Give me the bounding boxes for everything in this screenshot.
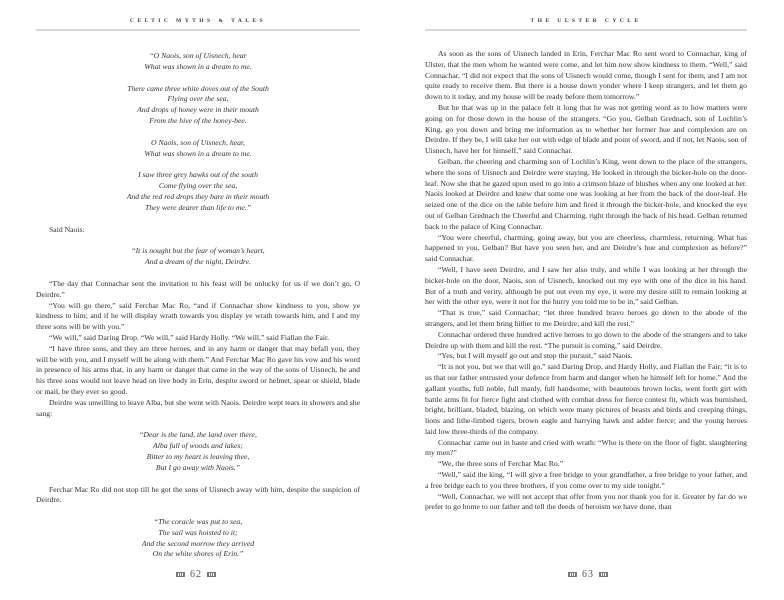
verse-line: “O Naois, son of Uisnech, hear <box>149 51 247 60</box>
right-page <box>392 0 784 600</box>
verse-line: Alba full of woods and lakes; <box>153 441 243 451</box>
verse <box>36 51 360 73</box>
verse-line: “It is nought but the fear of woman’s heart, <box>131 246 265 256</box>
paragraph: Connachar ordered three hundred active heroes to go down to the abode of the strangers and to take Deirdre up with them and kill the rest. “The pursuit is coming,” said Deirdre. <box>425 329 747 350</box>
page-content <box>36 51 360 560</box>
verse-line: “The coracle was put to sea, <box>153 517 243 527</box>
paragraph: “The day that Connachar sent the invitation to his feast will be unlucky for us if we don’t go, O Deirdre.” <box>36 278 360 299</box>
ornament-icon <box>207 572 216 577</box>
verse-line: What was shown in a dream to me. <box>144 61 252 71</box>
verse <box>36 138 360 160</box>
running-head: CELTIC MYTHS & TALES <box>129 18 267 24</box>
page-content <box>425 49 747 513</box>
paragraph: Gelban, the cheering and charming son of Lochlin’s King, went down to the place of the strangers, where the sons of Uisnech and Deirdre were staying. He looked in through the bicker-hole on the door-leaf. Now she that he gazed upon used to go into a crimson blaze of blushes when any one looked at her. Naois looked at Deirdre and knew that some one was looking at her from the back of the door-leaf. He seized one of the dice on the table before him and fired it through the bicker-hole, and knocked the eye out of Gelban Grednach the Cheerful and Charming, right through the back of his head. Gelban returned back to the palace of King Connachar. <box>425 156 747 231</box>
verse <box>36 170 360 213</box>
paragraph: “We will,” said Daring Drop. “We will,” said Hardy Holly. “We will,” said Fiallan the Fair. <box>49 332 330 342</box>
verse-line: And the red red drops they bare in their mouth <box>126 191 270 201</box>
verse <box>36 246 360 268</box>
verse-line: From the hive of the honey-bee. <box>149 115 247 125</box>
paragraph: Said Naois: <box>49 224 85 234</box>
paragraph: “You were cheerful, charming, going away, but you are cheerless, charmless, returning. What has happened to you, Gelban? But have you seen her, and are Deirdre’s hue and complexion as before?” said Connachar. <box>425 232 747 264</box>
verse-line: Come flying over the sea, <box>158 181 238 191</box>
paragraph: “I have three sons, and they are three heroes, and in any harm or danger that may befall you, they will be with you, and I myself will be along with them.” And Ferchar Mac Ro gave his vow and his word in presence of his arms that, in any harm or danger that came in the way of the sons of Uisnech, he and his three sons would not leave head on live body in Erin, despite sword or helmet, spear or shield, blade or mail, be they ever so good. <box>36 343 360 396</box>
page-number: 63 <box>582 569 594 580</box>
paragraph: Ferchar Mac Ro did not stop till he got the sons of Uisnech away with him, despite the suspicion of Deirdre. <box>36 484 360 505</box>
verse-line: “Dear is the land, the land over there, <box>139 430 257 440</box>
verse-line: But I go away with Naois.” <box>155 462 241 472</box>
running-head: THE ULSTER CYCLE <box>530 18 642 24</box>
ornament-icon <box>568 572 577 577</box>
verse <box>36 84 360 127</box>
verse-line: And the second morrow they arrived <box>141 538 255 548</box>
paragraph: “You will go there,” said Ferchar Mac Ro, “and if Connachar show kindness to you, show ye kindness to him; and if he will display wrath towards you display ye wrath towards him, and I and my three sons will be with you.” <box>36 300 360 332</box>
paragraph: “Well, Connachar, we will not accept that offer from you nor thank you for it. Greater by far do we prefer to go home to our father and tell the deeds of heroism we have done, than <box>425 491 747 512</box>
verse-line: O Naois, son of Uisnech, hear, <box>151 137 245 147</box>
verse-line: Bitter to my heart is leaving thee, <box>146 451 250 461</box>
verse <box>36 430 360 473</box>
paragraph: Connachar came out in haste and cried with wrath: “Who is there on the floor of fight, slaughtering my men?” <box>425 437 747 458</box>
ornament-icon <box>599 572 608 577</box>
paragraph: “We, the three sons of Ferchar Mac Ro.” <box>438 459 564 469</box>
paragraph: “It is not you, but we that will go,” said Daring Drop, and Hardy Holly, and Fiallan the Fair; “it is to us that our father entrusted your defence from harm and danger when he himself left for home.” And the gallant youths, full noble, full manly, full handsome, with beauteous brown locks, went forth girt with battle arms fit for fierce fight and clothed with combat dress for fierce contest fit, which was burnished, bright, brilliant, bladed, blazing, on which were many pictures of beasts and birds and creeping things, lions and lithe-limbed tigers, brown eagle and harrying hawk and adder fierce; and the young heroes laid low three-thirds of the company. <box>425 362 747 436</box>
verse <box>36 517 360 560</box>
paragraph: “Well, I have seen Deirdre, and I saw her also truly, and while I was looking at her through the bicker-hole on the door, Naois, son of Uisnech, knocked out my eye with one of the dice in his hand. But of a truth and verity, although he put out even my eye, it were my desire still to remain looking at her with the other eye, were it not for the hurry you told me to be in,” said Gelban. <box>425 264 747 307</box>
header-rule <box>36 29 360 31</box>
paragraph: “Well,” said the king, “I will give a free bridge to your grandfather, a free bridge to your father, and a free bridge each to you three brothers, if you come over to my side tonight.” <box>425 470 747 490</box>
paragraph: As soon as the sons of Uisnech landed in Erin, Ferchar Mac Ro sent word to Connachar, king of Ulster, that the men whom he wanted were come, and let him now show kindness to them. “Well,” said Connachar, “I did not expect that the sons of Uisnech would come, though I sent for them, and I am not quite ready to receive them. But there is a house down yonder where I keep strangers, and let them go down to it today, and my house will be ready before them tomorrow.” <box>425 49 747 102</box>
ornament-icon <box>176 572 185 577</box>
header-rule <box>425 29 747 31</box>
verse-line: The sail was hoisted to it; <box>158 527 238 537</box>
verse-line: On the white shores of Erin.” <box>152 549 244 559</box>
paragraph: But he that was up in the palace felt it long that he was not getting word as to how matters were going on for those down in the house of the strangers. “Go you, Gelban Grednach, son of Lochlin’s King, go you down and bring me information as to whether her former hue and complexion are on Deirdre. If they be, I will take her out with edge of blade and point of sword, and if not, let Naois, son of Uisnech, have her for himself,” said Connachar. <box>425 102 747 156</box>
verse-line: There came three white doves out of the South <box>127 83 269 93</box>
page-number: 62 <box>190 569 202 580</box>
verse-line: I saw three grey hawks out of the south <box>138 170 258 180</box>
paragraph: “Yes, but I will myself go out and stop the pursuit,” said Naois. <box>438 351 633 361</box>
verse-line: And drops of honey were in their mouth <box>137 105 259 115</box>
verse-line: What was shown in a dream to me. <box>144 148 252 158</box>
paragraph: “That is true,” said Connachar; “let three hundred bravo heroes go down to the abode of the strangers, and let them bring hither to me Deirdre, and kill the rest.” <box>425 308 747 328</box>
paragraph: Deirdre was unwilling to leave Alba, but she went with Naois. Deirdre wept tears in showers and she sang: <box>36 397 360 418</box>
page-number-footer <box>0 569 392 580</box>
verse-line: And a dream of the night, Deirdre. <box>145 257 251 267</box>
verse-line: Flying over the sea, <box>167 94 229 104</box>
verse-line: They were dearer than life to me.” <box>145 202 251 212</box>
page-number-footer <box>392 569 784 580</box>
